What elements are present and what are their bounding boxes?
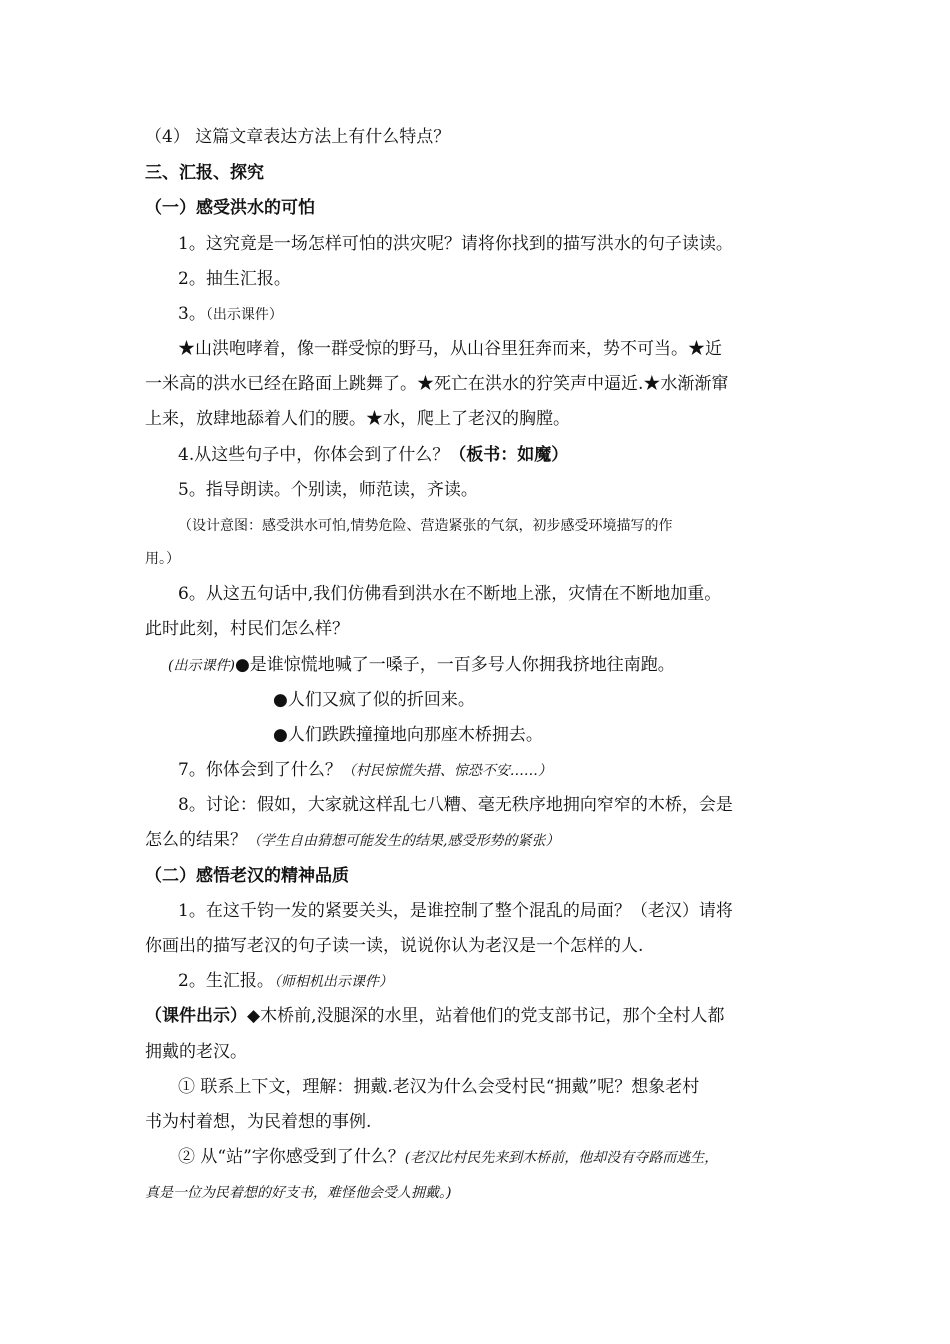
part2-step-1-line-1: 1。在这千钧一发的紧要关头，是谁控制了整个混乱的局面？（老汉）请将 bbox=[178, 901, 733, 921]
step-5: 5。指导朗读。个别读，师范读，齐读。 bbox=[178, 480, 478, 500]
courseware-quote-line-2: 拥戴的老汉。 bbox=[145, 1042, 247, 1062]
section-heading-3: 三、汇报、探究 bbox=[145, 163, 264, 183]
step-4 bbox=[178, 444, 853, 466]
point-1-line-1: ① 联系上下文，理解：拥戴.老汉为什么会受村民“拥戴”呢？想象老村 bbox=[178, 1077, 700, 1097]
step-3-note: （出示课件） bbox=[205, 307, 283, 323]
step-8-text: 怎么的结果？ bbox=[145, 830, 247, 850]
subsection-heading-2: （二）感悟老汉的精神品质 bbox=[145, 866, 349, 886]
step-1: 1。这究竟是一场怎样可怕的洪灾呢？请将你找到的描写洪水的句子读读。 bbox=[178, 234, 733, 254]
courseware-bullet-1 bbox=[168, 654, 843, 677]
point-2-text: ② 从“站”字你感受到了什么？ bbox=[178, 1147, 405, 1167]
courseware-bullet-2: ●人们又疯了似的折回来。 bbox=[273, 690, 475, 710]
point-1-line-2: 书为村着想，为民着想的事例. bbox=[145, 1112, 372, 1132]
step-4-text: 4.从这些句子中，你体会到了什么？ bbox=[178, 445, 450, 465]
step-3 bbox=[178, 303, 853, 326]
part2-step-2-note: （师相机出示课件） bbox=[273, 974, 393, 990]
bullet-1-text: ●是谁惊慌地喊了一嗓子，一百多号人你拥我挤地往南跑。 bbox=[234, 655, 675, 675]
courseware-quote-line-1 bbox=[145, 1005, 820, 1027]
subsection-heading-1: （一）感受洪水的可怕 bbox=[145, 198, 315, 218]
quote-line-1: ★山洪咆哮着，像一群受惊的野马，从山谷里狂奔而来，势不可当。★近 bbox=[178, 339, 722, 359]
step-8-line-2 bbox=[145, 829, 820, 852]
part2-step-2 bbox=[178, 970, 853, 993]
design-intent-line-2: 用。） bbox=[145, 551, 180, 567]
step-8-note: （学生自由猜想可能发生的结果,感受形势的紧张） bbox=[247, 833, 560, 849]
quote-line-3: 上来，放肆地舔着人们的腰。★水，爬上了老汉的胸膛。 bbox=[145, 409, 570, 429]
step-7-answer: （村民惊慌失措、惊恐不安……） bbox=[341, 763, 552, 779]
point-2-answer: (老汉比村民先来到木桥前，他却没有夺路而逃生， bbox=[404, 1150, 719, 1166]
point-2-line-1 bbox=[178, 1146, 853, 1169]
design-intent-line-1: （设计意图：感受洪水可怕,情势危险、营造紧张的气氛，初步感受环境描写的作 bbox=[178, 518, 673, 534]
step-6-line-1: 6。从这五句话中,我们仿佛看到洪水在不断地上涨，灾情在不断地加重。 bbox=[178, 584, 722, 604]
courseware-bullet-3: ●人们跌跌撞撞地向那座木桥拥去。 bbox=[273, 725, 543, 745]
quote-line-2: 一米高的洪水已经在路面上跳舞了。★死亡在洪水的狞笑声中逼近.★水渐渐窜 bbox=[145, 374, 729, 394]
courseware-quote-text: ◆木桥前,没腿深的水里，站着他们的党支部书记，那个全村人都 bbox=[247, 1006, 725, 1026]
part2-step-2-text: 2。生汇报。 bbox=[178, 971, 274, 991]
step-8-line-1: 8。讨论：假如，大家就这样乱七八糟、毫无秩序地拥向窄窄的木桥，会是 bbox=[178, 795, 733, 815]
step-7 bbox=[178, 759, 853, 782]
step-2: 2。抽生汇报。 bbox=[178, 269, 291, 289]
step-7-text: 7。你体会到了什么？ bbox=[178, 760, 342, 780]
question-4: （4） 这篇文章表达方法上有什么特点？ bbox=[145, 127, 451, 147]
point-2-line-2: 真是一位为民着想的好支书，难怪他会受人拥戴。) bbox=[145, 1185, 452, 1201]
step-3-number: 3。 bbox=[178, 304, 206, 324]
step-4-board-note: （板书：如魔） bbox=[449, 445, 569, 465]
courseware-label: (出示课件) bbox=[168, 658, 235, 674]
part2-step-1-line-2: 你画出的描写老汉的句子读一读，说说你认为老汉是一个怎样的人. bbox=[145, 936, 644, 956]
step-6-line-2: 此时此刻，村民们怎么样？ bbox=[145, 619, 349, 639]
courseware-label-2: （课件出示） bbox=[145, 1006, 247, 1026]
